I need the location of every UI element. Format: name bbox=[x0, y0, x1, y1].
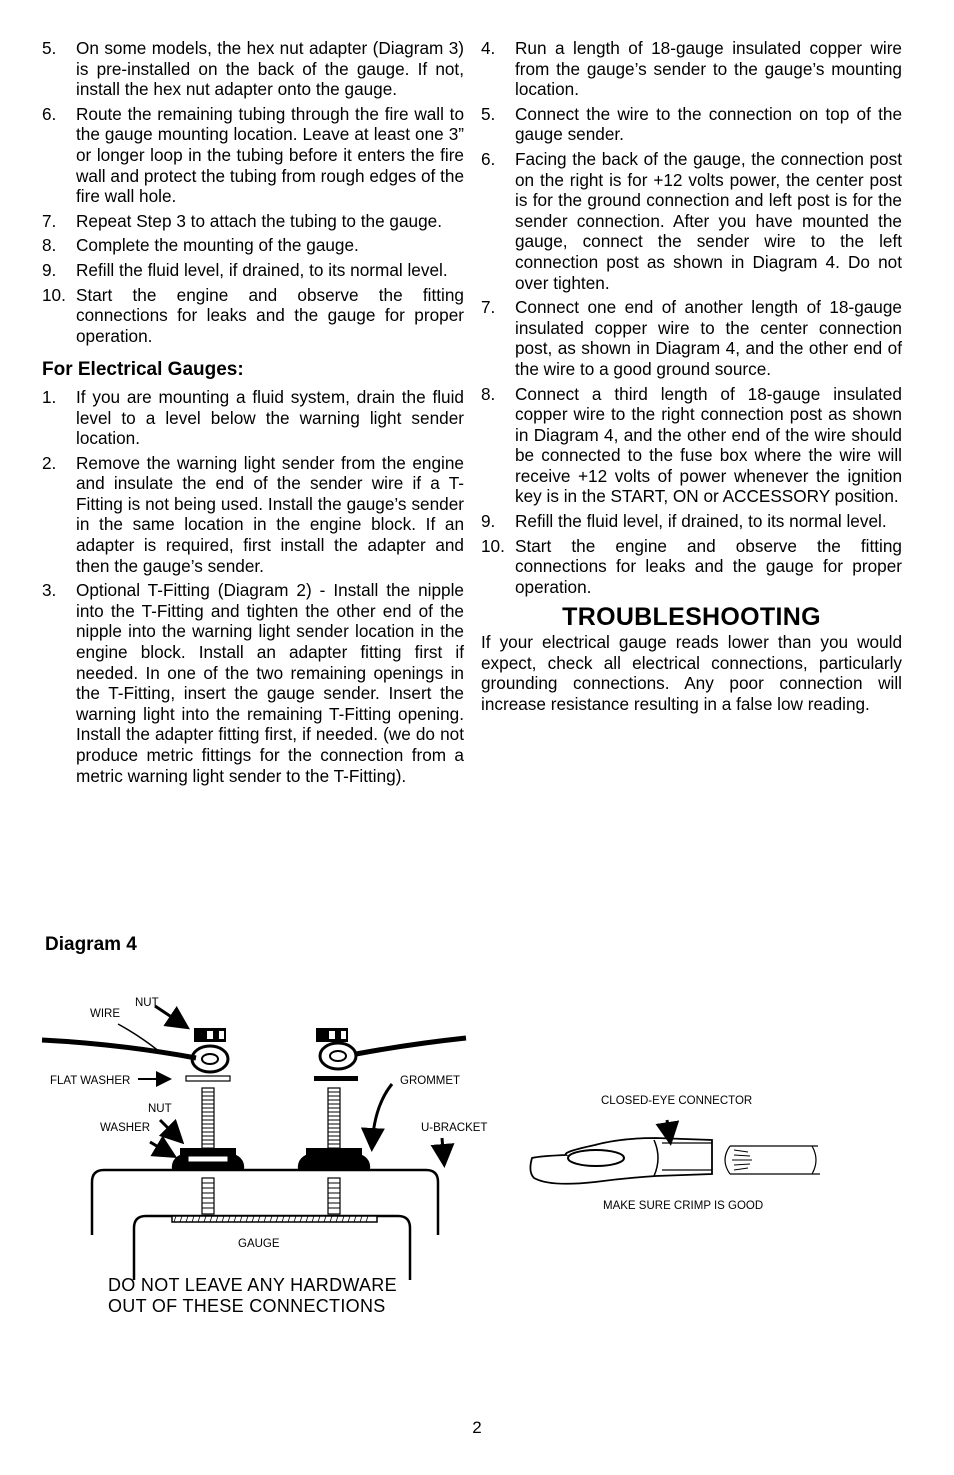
caption-line-1: DO NOT LEAVE ANY HARDWARE bbox=[108, 1275, 397, 1295]
label-nut-lower: NUT bbox=[148, 1103, 172, 1115]
closed-eye-connector bbox=[530, 1138, 820, 1184]
u-bracket-shape bbox=[92, 1170, 438, 1235]
list-item: 6. Facing the back of the gauge, the connection post on the right is for +12 volts power, the center post is for the ground connection and left post is for the sender connection. After you have mounted the gauge, connect the sender wire to the left connection post as shown in Diagram 4. Do not over tighten. bbox=[481, 148, 902, 293]
label-nut-top: NUT bbox=[135, 997, 159, 1009]
list-item: 8. Connect a third length of 18-gauge insulated copper wire to the right connection post as shown in Diagram 4, and the other end of the wire should be connected to the fuse box where the wire will receive +12 volts of power whenever the ignition key is in the START, ON or ACCESSORY position. bbox=[481, 383, 902, 507]
label-gauge: GAUGE bbox=[238, 1238, 280, 1250]
list-item: 5. Connect the wire to the connection on top of the gauge sender. bbox=[481, 103, 902, 145]
list-item: 2. Remove the warning light sender from the engine and insulate the end of the sender wire if a T-Fitting is not being used. Install the gauge’s sender in the same location in the engine block. If an adapter is required, first install the adapter and then the gauge’s sender. bbox=[42, 452, 464, 576]
list-item: 9. Refill the fluid level, if drained, to its normal level. bbox=[481, 511, 887, 532]
diagram-title: Diagram 4 bbox=[45, 934, 137, 955]
troubleshooting-text: If your electrical gauge reads lower than you would expect, check all electrical connections, particularly grounding connections. Any poor connection will increase resistance resulting in a false low reading. bbox=[481, 632, 902, 714]
wiring-diagram bbox=[0, 980, 954, 1280]
label-flat-washer: FLAT WASHER bbox=[50, 1075, 131, 1087]
label-grommet: GROMMET bbox=[400, 1075, 461, 1087]
list-item: 6. Route the remaining tubing through the fire wall to the gauge mounting location. Leave at least one 3” or longer loop in the tubing before it enters the fire wall and protect the tubing from rough edges of the fire wall hole. bbox=[42, 103, 464, 207]
troubleshooting-heading: TROUBLESHOOTING bbox=[562, 603, 821, 632]
list-item: 5. On some models, the hex nut adapter (Diagram 3) is pre-installed on the back of the gauge. If not, install the hex nut adapter onto the gauge. bbox=[42, 38, 464, 100]
list-item: 10. Start the engine and observe the fitting connections for leaks and the gauge for proper operation. bbox=[42, 284, 464, 346]
gauge-back-plate bbox=[172, 1216, 377, 1222]
list-item: 1. If you are mounting a fluid system, drain the fluid level to a level below the warning light sender location. bbox=[42, 386, 464, 449]
diagram-caption bbox=[108, 1275, 397, 1317]
list-item: 9. Refill the fluid level, if drained, to its normal level. bbox=[42, 259, 448, 280]
label-wire: WIRE bbox=[90, 1008, 121, 1020]
list-item: 4. Run a length of 18-gauge insulated copper wire from the gauge’s sender to the gauge’s mounting location. bbox=[481, 38, 902, 100]
list-item: 7. Connect one end of another length of 18-gauge insulated copper wire to the center connection post, as shown in Diagram 4, and the other end of the wire to a good ground source. bbox=[481, 297, 902, 379]
label-closed-eye-connector: CLOSED-EYE CONNECTOR bbox=[601, 1095, 753, 1107]
left-steps-list bbox=[42, 38, 464, 346]
label-u-bracket: U-BRACKET bbox=[421, 1122, 488, 1134]
list-item: 3. Optional T-Fitting (Diagram 2) - Install the nipple into the T-Fitting and tighten the other end of the nipple into the warning light sender location in the engine block. Install an adapter fitting first if needed. In one of the two remaining openings in the T-Fitting, insert the gauge sender. Insert the warning light into the remaining T-Fitting opening. Install the adapter fitting first, if needed. (we do not produce metric fittings for the connection from a metric warning light sender to the T-Fitting). bbox=[42, 580, 464, 786]
electrical-heading: For Electrical Gauges: bbox=[42, 359, 244, 381]
list-item: 8. Complete the mounting of the gauge. bbox=[42, 235, 359, 256]
right-steps-list bbox=[481, 38, 902, 597]
page-number: 2 bbox=[472, 1418, 482, 1437]
caption-line-2: OUT OF THESE CONNECTIONS bbox=[108, 1296, 386, 1316]
right-wire-shape bbox=[356, 1038, 466, 1054]
list-item: 7. Repeat Step 3 to attach the tubing to the gauge. bbox=[42, 210, 442, 231]
left-column bbox=[42, 38, 464, 790]
label-crimp: MAKE SURE CRIMP IS GOOD bbox=[603, 1200, 764, 1212]
label-washer: WASHER bbox=[100, 1122, 151, 1134]
right-column bbox=[481, 38, 902, 714]
electrical-steps-list bbox=[42, 387, 464, 786]
list-item: 10. Start the engine and observe the fitting connections for leaks and the gauge for proper operation. bbox=[481, 535, 902, 597]
left-wire-shape bbox=[42, 1040, 196, 1058]
